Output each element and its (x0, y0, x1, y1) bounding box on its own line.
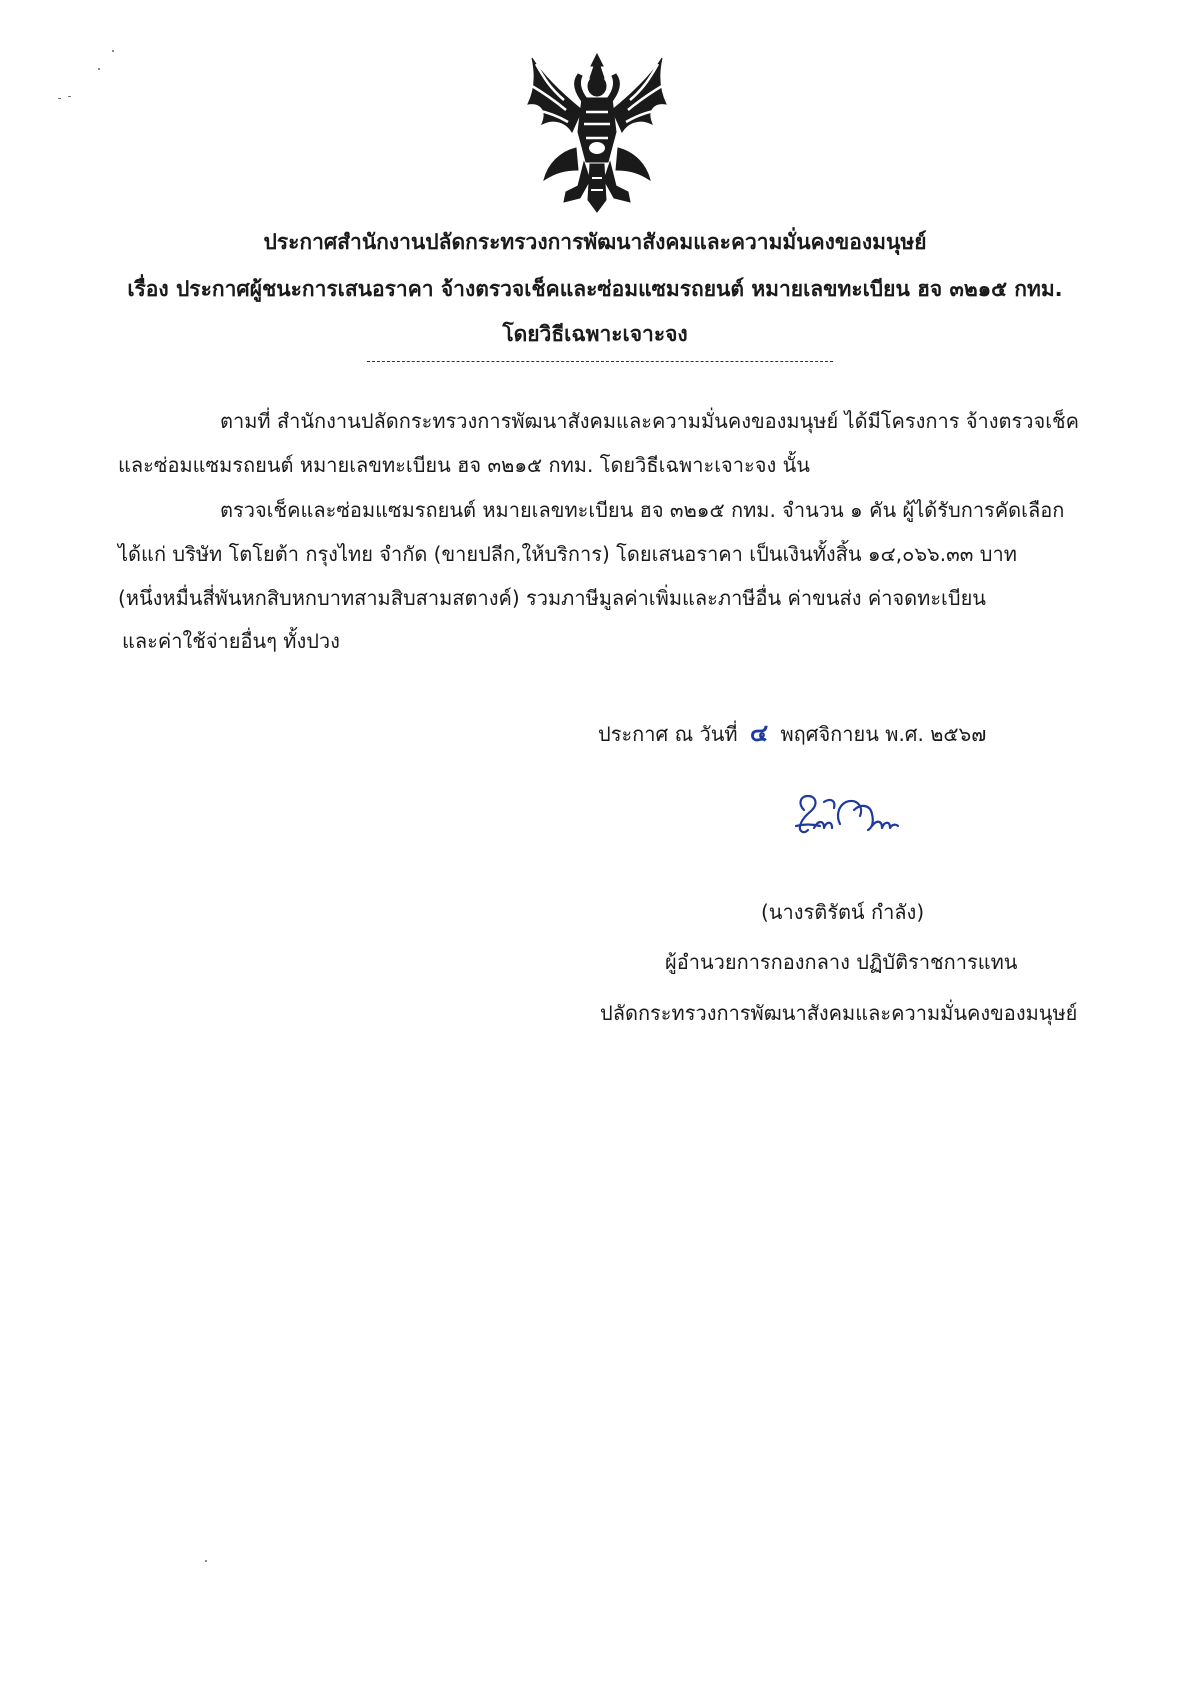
signatory-position: ผู้อำนวยการกองกลาง ปฏิบัติราชการแทน (665, 950, 1018, 974)
paragraph1-line2: และซ่อมแซมรถยนต์ หมายเลขทะเบียน ฮจ ๓๒๑๕ กทม. โดยวิธีเฉพาะเจาะจง นั้น (118, 453, 810, 477)
scan-speck (112, 50, 114, 52)
announcement-subject: เรื่อง ประกาศผู้ชนะการเสนอราคา จ้างตรวจเช็คและซ่อมแซมรถยนต์ หมายเลขทะเบียน ฮจ ๓๒๑๕ กทม. (127, 277, 1063, 301)
paragraph2-line1: ตรวจเช็คและซ่อมแซมรถยนต์ หมายเลขทะเบียน ฮจ ๓๒๑๕ กทม. จำนวน ๑ คัน ผู้ได้รับการคัดเลือก (220, 498, 1065, 522)
handwritten-signature-icon (790, 790, 905, 842)
signatory-organization: ปลัดกระทรวงการพัฒนาสังคมและความมั่นคงของมนุษย์ (600, 1001, 1078, 1025)
announcement-title: ประกาศสำนักงานปลัดกระทรวงการพัฒนาสังคมและความมั่นคงของมนุษย์ (263, 230, 927, 254)
scan-speck (68, 96, 71, 97)
paragraph2-line4: และค่าใช้จ่ายอื่นๆ ทั้งปวง (122, 629, 340, 653)
scan-speck (205, 1560, 207, 1562)
date-prefix: ประกาศ ณ วันที่ (598, 722, 738, 746)
procurement-method: โดยวิธีเฉพาะเจาะจง (502, 322, 688, 346)
signatory-name: (นางรติรัตน์ กำลัง) (761, 900, 925, 924)
date-day: ๔ (749, 719, 769, 747)
paragraph2-line3: (หนึ่งหมื่นสี่พันหกสิบหกบาทสามสิบสามสตางค์) รวมภาษีมูลค่าเพิ่มและภาษีอื่น ค่าขนส่ง ค่าจดทะเบียน (118, 586, 986, 610)
paragraph2-line2: ได้แก่ บริษัท โตโยต้า กรุงไทย จำกัด (ขายปลีก,ให้บริการ) โดยเสนอราคา เป็นเงินทั้งสิ้น ๑๔,๐๖๖.๓๓ บาท (118, 542, 1017, 566)
announcement-date (598, 713, 986, 752)
garuda-emblem-icon (520, 52, 675, 214)
scan-speck (58, 98, 61, 99)
title-divider (367, 361, 833, 362)
paragraph1-line1: ตามที่ สำนักงานปลัดกระทรวงการพัฒนาสังคมและความมั่นคงของมนุษย์ ได้มีโครงการ จ้างตรวจเช็ค (220, 409, 1080, 433)
date-month-year: พฤศจิกายน พ.ศ. ๒๕๖๗ (780, 722, 987, 746)
scan-speck (98, 68, 100, 70)
